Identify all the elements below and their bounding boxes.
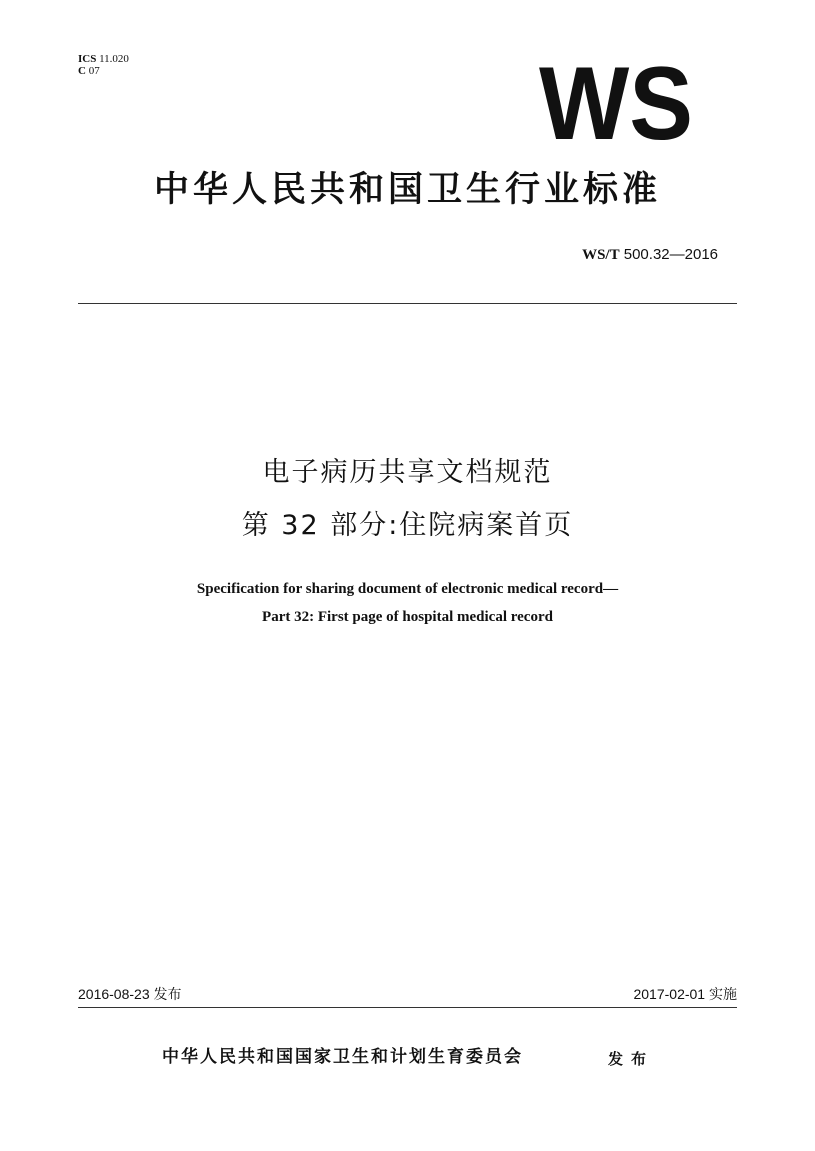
class-value: 07: [88, 65, 100, 77]
standard-number-value: 500.32—2016: [623, 246, 718, 263]
classification-block: [78, 53, 129, 77]
standard-number: [582, 246, 718, 264]
title-cn-line2: 第 32 部分:住院病案首页: [241, 510, 574, 541]
ics-value: 11.020: [99, 53, 129, 65]
title-en-line1: Specification for sharing document of electronic medical record—: [196, 581, 619, 597]
class-label: C: [78, 65, 86, 77]
ics-label: ICS: [78, 53, 97, 65]
issuing-authority: 中华人民共和国国家卫生和计划生育委员会: [162, 1047, 523, 1067]
footer-divider: [78, 1007, 737, 1008]
title-en-line2: Part 32: First page of hospital medical record: [262, 609, 553, 625]
issue-date: 2016-08-23 发布: [78, 986, 182, 1002]
class-line: [78, 65, 129, 77]
header-divider: [78, 303, 737, 304]
standard-code: WS/T: [582, 247, 620, 263]
ws-logo-text: WS: [539, 63, 693, 143]
ics-line: [78, 53, 129, 65]
ws-logo: [536, 63, 696, 143]
issuer-action: 发布: [608, 1050, 655, 1068]
effective-date: 2017-02-01 实施: [633, 986, 737, 1002]
standard-category-title: 中华人民共和国卫生行业标准: [153, 170, 661, 210]
title-cn-line1: 电子病历共享文档规范: [262, 457, 553, 488]
